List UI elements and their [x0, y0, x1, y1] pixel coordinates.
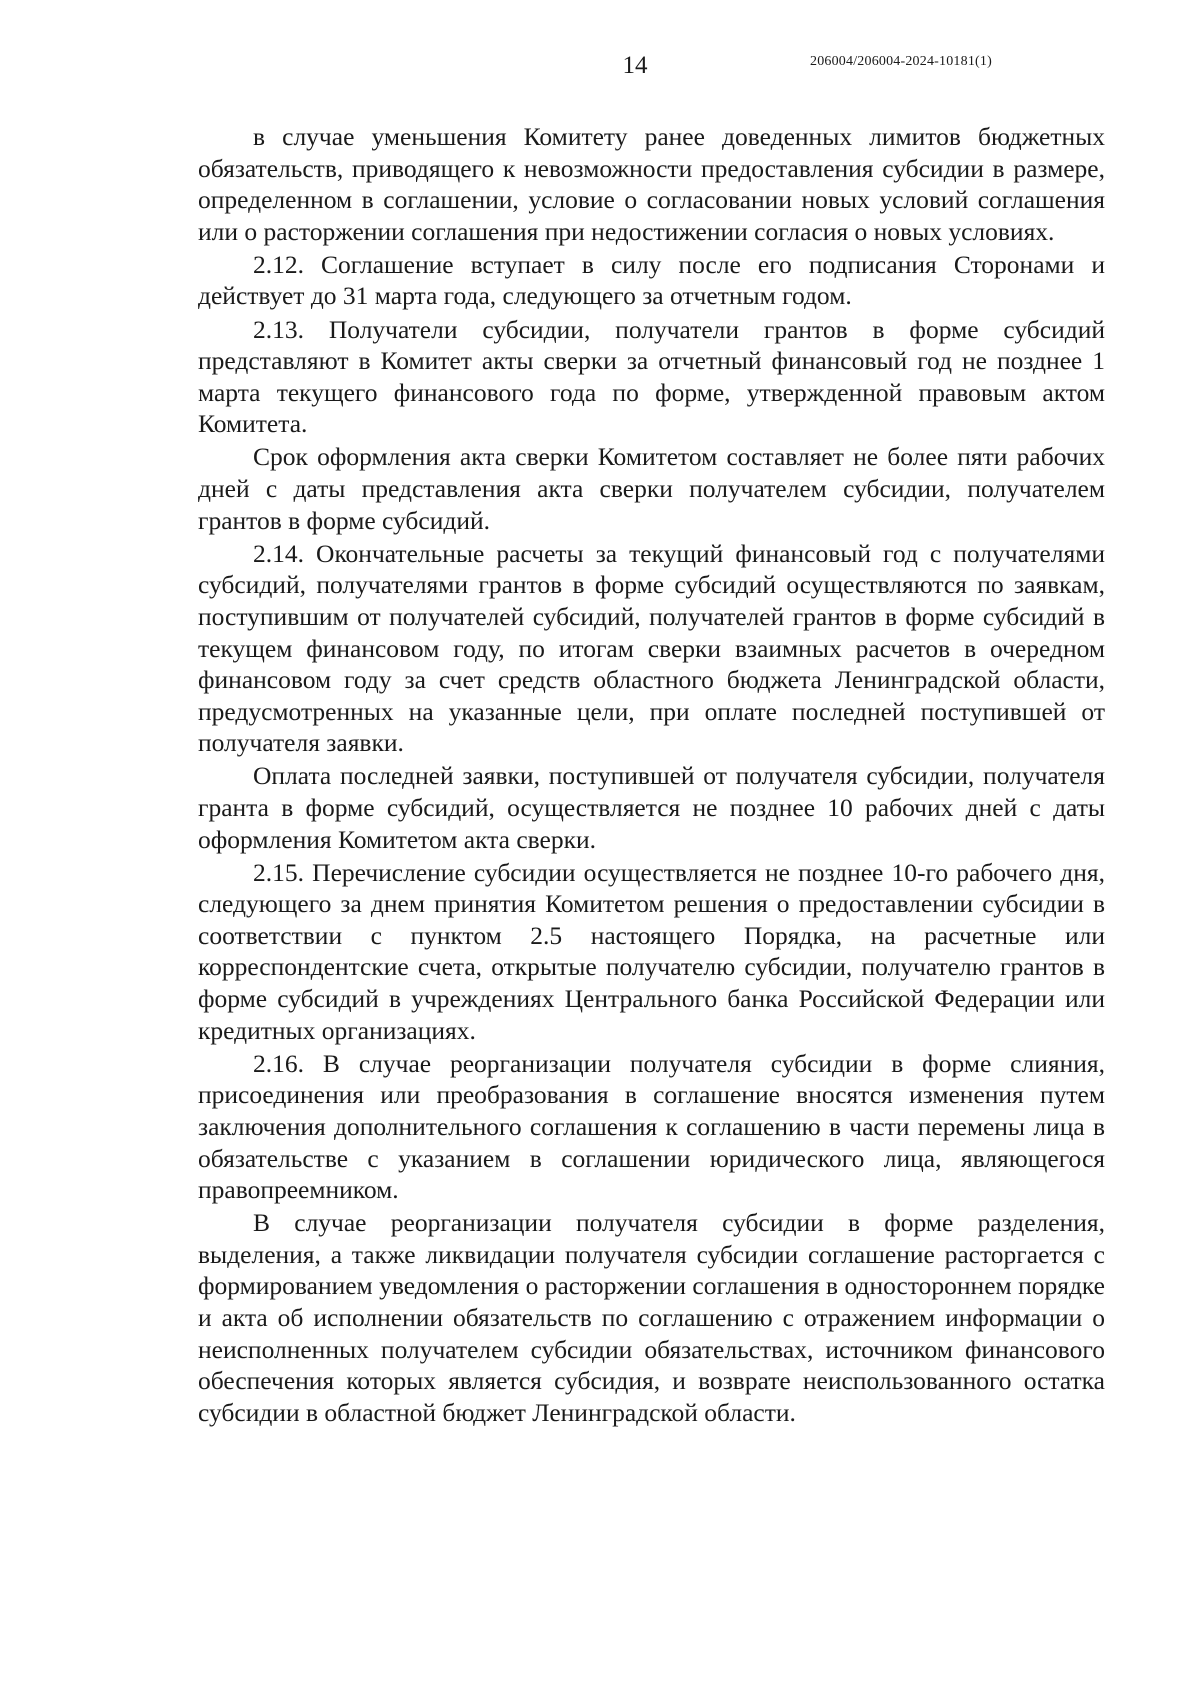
paragraph-reorganization-division: В случае реорганизации получателя субсидии в форме разделения, выделения, а также ликвидации получателя субсидии соглашение расторгается с формированием уведомления о расторжении соглашения в одностороннем порядке и акта об исполнении обязательств по соглашению с отражением информации о неисполненных получателем субсидии обязательствах, источником финансового обеспечения которых является субсидия, и возврате неиспользованного остатка субсидии в областной бюджет Ленинградской области.: [198, 1208, 1105, 1427]
paragraph-2-12-agreement-effect: 2.12. Соглашение вступает в силу после его подписания Сторонами и действует до 31 марта года, следующего за отчетным годом.: [198, 249, 1105, 311]
document-registration-code: 206004/206004-2024-10181(1): [810, 54, 992, 69]
paragraph-2-14-final-settlements: 2.14. Окончательные расчеты за текущий финансовый год с получателями субсидий, получателями грантов в форме субсидий осуществляются по заявкам, поступившим от получателей субсидий, получателей грантов в форме субсидий в текущем финансовом году, по итогам сверки взаимных расчетов в очередном финансовом году за счет средств областного бюджета Ленинградской области, предусмотренных на указанные цели, при оплате последней поступившей от получателя заявки.: [198, 538, 1105, 758]
paragraph-2-16-reorganization-merger: 2.16. В случае реорганизации получателя субсидии в форме слияния, присоединения или преобразования в соглашение вносятся изменения путем заключения дополнительного соглашения к соглашению в части перемены лица в обязательстве с указанием в соглашении юридического лица, являющегося правопреемником.: [198, 1048, 1105, 1205]
page-number: 14: [622, 52, 648, 79]
paragraph-2-13-reconciliation-acts: 2.13. Получатели субсидии, получатели грантов в форме субсидий представляют в Комитет акты сверки за отчетный финансовый год не позднее 1 марта текущего финансового года по форме, утвержденной правовым актом Комитета.: [198, 314, 1105, 439]
paragraph-reconciliation-deadline: Срок оформления акта сверки Комитетом составляет не более пяти рабочих дней с даты представления акта сверки получателем субсидии, получателем грантов в форме субсидий.: [198, 442, 1105, 535]
paragraph-2-15-subsidy-transfer: 2.15. Перечисление субсидии осуществляется не позднее 10-го рабочего дня, следующего за днем принятия Комитетом решения о предоставлении субсидии в соответствии с пунктом 2.5 настоящего Порядка, на расчетные или корреспондентские счета, открытые получателю субсидии, получателю грантов в форме субсидий в учреждениях Центрального банка Российской Федерации или кредитных организациях.: [198, 857, 1105, 1045]
paragraph-budget-limits-condition: в случае уменьшения Комитету ранее доведенных лимитов бюджетных обязательств, приводящего к невозможности предоставления субсидии в размере, определенном в соглашении, условие о согласовании новых условий соглашения или о расторжении соглашения при недостижении согласия о новых условиях.: [198, 122, 1105, 246]
document-body: [198, 121, 1105, 1430]
paragraph-last-application-payment: Оплата последней заявки, поступившей от получателя субсидии, получателя гранта в форме субсидий, осуществляется не позднее 10 рабочих дней с даты оформления Комитетом акта сверки.: [198, 761, 1105, 854]
